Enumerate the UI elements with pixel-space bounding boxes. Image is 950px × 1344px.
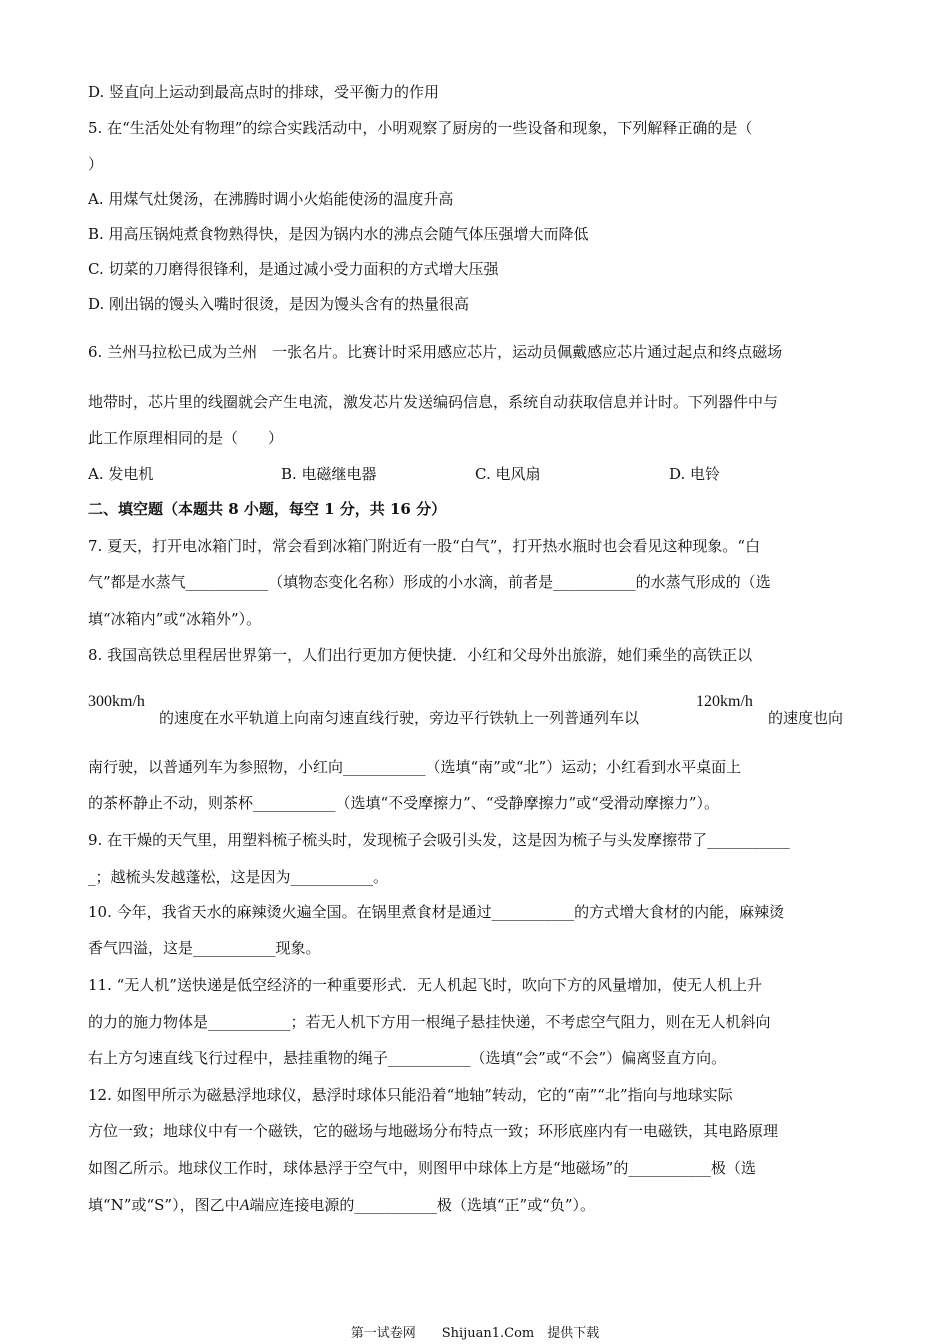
q11-stem-line1: 11. “无人机”送快递是低空经济的一种重要形式．无人机起飞时，吹向下方的风量增加，使无人机上升 xyxy=(88,976,762,994)
q12-variable-a: A xyxy=(239,1197,250,1214)
q8-stem-line2b: 的速度也向 xyxy=(768,709,844,727)
q6-option-a: A. 发电机 xyxy=(88,465,154,483)
q12-stem-line1: 12. 如图甲所示为磁悬浮地球仪，悬浮时球体只能沿着“地轴”转动，它的“南”“北”指向与地球实际 xyxy=(88,1086,733,1104)
q4-option-d: D. 竖直向上运动到最高点时的排球，受平衡力的作用 xyxy=(88,83,440,101)
q10-stem-line2: 香气四溢，这是___________现象。 xyxy=(88,939,321,957)
q8-stem-line3: 南行驶，以普通列车为参照物，小红向___________（选填“南”或“北”）运动；小红看到水平桌面上 xyxy=(88,758,742,776)
q5-option-c: C. 切菜的刀磨得很锋利，是通过减小受力面积的方式增大压强 xyxy=(88,260,499,278)
q5-stem-line2: ） xyxy=(88,155,104,173)
q11-stem-line2: 的力的施力物体是___________；若无人机下方用一根绳子悬挂快递，不考虑空气阻力，则在无人机斜向 xyxy=(88,1013,771,1031)
q5-option-a: A. 用煤气灶煲汤，在沸腾时调小火焰能使汤的温度升高 xyxy=(88,190,454,208)
page-footer: 第一试卷网 Shijuan1.Com 提供下载 xyxy=(350,1326,600,1341)
q10-stem-line1: 10. 今年，我省天水的麻辣烫火遍全国。在锅里煮食材是通过___________的方式增大食材的内能，麻辣烫 xyxy=(88,903,785,921)
q12-line4-text-a: 填“N”或“S”），图乙中 xyxy=(88,1196,240,1214)
q11-stem-line3: 右上方匀速直线飞行过程中，悬挂重物的绳子___________（选填“会”或“不会”）偏离竖直方向。 xyxy=(88,1049,727,1067)
q12-line4-text-b: 端应连接电源的___________极（选填“正”或“负”）。 xyxy=(249,1196,596,1214)
q6-stem-line2: 地带时，芯片里的线圈就会产生电流，激发芯片发送编码信息，系统自动获取信息并计时。下列器件中与 xyxy=(88,393,779,411)
q9-stem-line2: _；越梳头发越蓬松，这是因为___________。 xyxy=(88,868,389,886)
q6-option-b: B. 电磁继电器 xyxy=(281,465,377,483)
q6-stem-line3: 此工作原理相同的是（ ） xyxy=(88,429,284,447)
q12-stem-line2: 方位一致；地球仪中有一个磁铁，它的磁场与地磁场分布特点一致；环形底座内有一电磁铁，其电路原理 xyxy=(88,1122,779,1140)
q8-stem-line2a: 的速度在水平轨道上向南匀速直线行驶，旁边平行铁轨上一列普通列车以 xyxy=(159,709,640,727)
q7-stem-line1: 7. 夏天，打开电冰箱门时，常会看到冰箱门附近有一股“白气”，打开热水瓶时也会看见这种现象。“白 xyxy=(88,537,761,555)
q6-stem-line1: 6. 兰州马拉松已成为兰州 一张名片。比赛计时采用感应芯片，运动员佩戴感应芯片通过起点和终点磁场 xyxy=(88,343,783,361)
q8-speed-high: 300km/h xyxy=(88,693,145,710)
q6-option-c: C. 电风扇 xyxy=(475,465,541,483)
q5-option-d: D. 刚出锅的馒头入嘴时很烫，是因为馒头含有的热量很高 xyxy=(88,295,470,313)
q8-stem-line1: 8. 我国高铁总里程居世界第一，人们出行更加方便快捷．小红和父母外出旅游，她们乘坐的高铁正以 xyxy=(88,646,753,664)
q8-speed-low: 120km/h xyxy=(696,693,753,710)
q7-stem-line2: 气”都是水蒸气___________（填物态变化名称）形成的小水滴，前者是___________的水蒸气形成的（选 xyxy=(88,573,771,591)
q12-stem-line3: 如图乙所示。地球仪工作时，球体悬浮于空气中，则图甲中球体上方是“地磁场”的___________极（选 xyxy=(88,1159,756,1177)
q5-stem-line1: 5. 在“生活处处有物理”的综合实践活动中，小明观察了厨房的一些设备和现象，下列解释正确的是（ xyxy=(88,119,753,137)
q7-stem-line3: 填“冰箱内”或“冰箱外”）。 xyxy=(88,610,262,628)
q12-stem-line4 xyxy=(88,1195,595,1216)
section-heading: 二、填空题（本题共 8 小题，每空 1 分，共 16 分） xyxy=(88,500,447,518)
q8-stem-line4: 的茶杯静止不动，则茶杯___________（选填“不受摩擦力”、“受静摩擦力”或“受滑动摩擦力”）。 xyxy=(88,794,720,812)
q5-option-b: B. 用高压锅炖煮食物熟得快，是因为锅内水的沸点会随气体压强增大而降低 xyxy=(88,225,589,243)
q6-option-d: D. 电铃 xyxy=(669,465,721,483)
q9-stem-line1: 9. 在干燥的天气里，用塑料梳子梳头时，发现梳子会吸引头发，这是因为梳子与头发摩擦带了___________ xyxy=(88,831,790,849)
